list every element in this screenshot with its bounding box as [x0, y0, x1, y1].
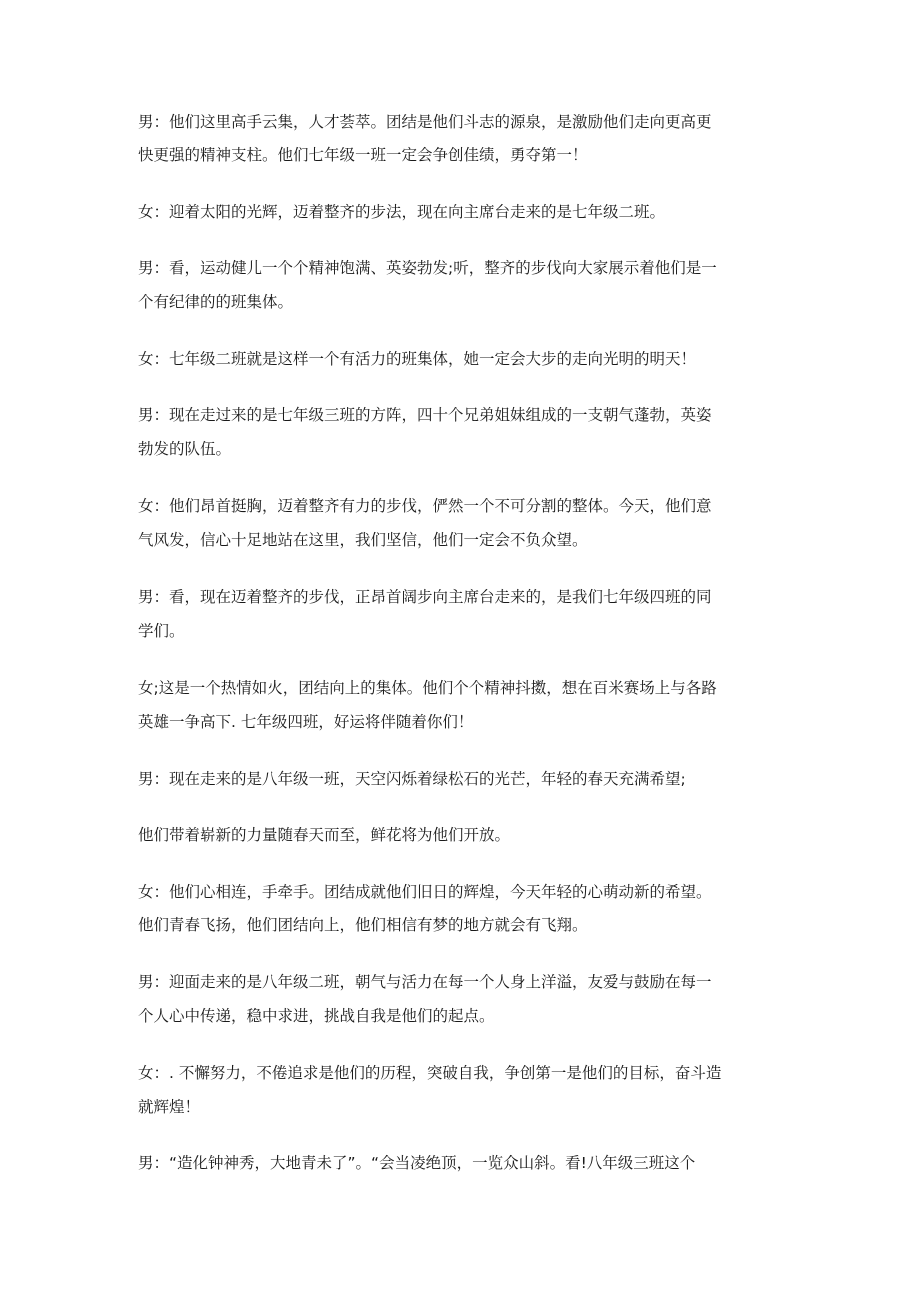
paragraph-line: 女：他们心相连，手牵手。团结成就他们旧日的辉煌，今天年轻的心萌动新的希望。	[138, 883, 712, 901]
paragraph-line: 男：现在走来的是八年级一班，天空闪烁着绿松石的光芒，年轻的春天充满希望;	[138, 770, 686, 788]
paragraph-line: 男：现在走过来的是七年级三班的方阵，四十个兄弟姐妹组成的一支朝气蓬勃，英姿	[138, 406, 712, 424]
paragraph-line: 气风发，信心十足地站在这里，我们坚信，他们一定会不负众望。	[138, 531, 588, 549]
paragraph-line: 男：看，现在迈着整齐的步伐，正昂首阔步向主席台走来的，是我们七年级四班的同	[138, 588, 712, 606]
paragraph-line: 个有纪律的的班集体。	[138, 293, 294, 311]
paragraph-line: 学们。	[138, 622, 185, 640]
paragraph-line: 他们青春飞扬，他们团结向上，他们相信有梦的地方就会有飞翔。	[138, 916, 588, 934]
paragraph-line: 英雄一争高下. 七年级四班，好运将伴随着你们！	[138, 713, 474, 731]
paragraph-line: 勃发的队伍。	[138, 440, 232, 458]
paragraph-line: 快更强的精神支柱。他们七年级一班一定会争创佳绩，勇夺第一！	[138, 146, 588, 164]
paragraph-line: 女：七年级二班就是这样一个有活力的班集体，她一定会大步的走向光明的明天！	[138, 350, 697, 368]
paragraph-line: 男：他们这里高手云集，人才荟萃。团结是他们斗志的源泉，是激励他们走向更高更	[138, 113, 712, 131]
paragraph-line: 女：迎着太阳的光辉，迈着整齐的步法，现在向主席台走来的是七年级二班。	[138, 203, 666, 221]
paragraph-line: 男：看，运动健儿一个个精神饱满、英姿勃发;听，整齐的步伐向大家展示着他们是一	[138, 259, 717, 277]
paragraph-line: 就辉煌！	[138, 1098, 201, 1116]
paragraph-line: 女;这是一个热情如火，团结向上的集体。他们个个精神抖擞，想在百米赛场上与各路	[138, 679, 717, 697]
paragraph-line: 女：他们昂首挺胸，迈着整齐有力的步伐，俨然一个不可分割的整体。今天，他们意	[138, 497, 712, 515]
paragraph-line: 个人心中传递，稳中求进，挑战自我是他们的起点。	[138, 1007, 495, 1025]
paragraph-line: 男：“造化钟神秀，大地青未了”。“会当凌绝顶，一览众山斜。看!八年级三班这个	[138, 1154, 696, 1172]
paragraph-line: 女：. 不懈努力，不倦追求是他们的历程，突破自我，争创第一是他们的目标，奋斗造	[138, 1064, 722, 1082]
paragraph-line: 他们带着崭新的力量随春天而至，鲜花将为他们开放。	[138, 826, 511, 844]
paragraph-line: 男：迎面走来的是八年级二班，朝气与活力在每一个人身上洋溢，友爱与鼓励在每一	[138, 973, 712, 991]
